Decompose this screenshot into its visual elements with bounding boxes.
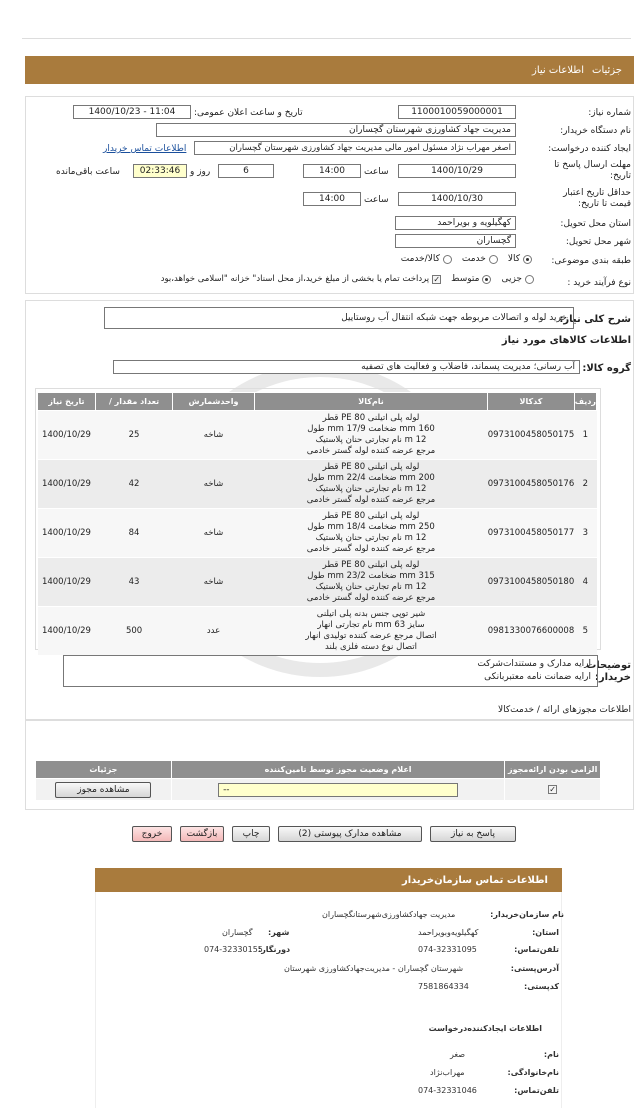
category-goods[interactable] xyxy=(508,254,532,264)
row-index-cell: 1 xyxy=(574,411,596,460)
reply-button[interactable]: پاسخ به نیاز xyxy=(430,826,516,842)
contact-org-label: نام سازمان‌خریدار: xyxy=(490,910,564,919)
row-name-line: لوله پلی اتیلنی PE 80 قطر xyxy=(322,560,420,570)
creator-family-value: مهراب‌نژاد xyxy=(430,1068,465,1077)
summary-field: خرید لوله و اتصالات مربوطه جهت شبکه انتقال آب روستاییل xyxy=(104,307,574,329)
row-name-cell xyxy=(254,558,487,607)
province-field: کهگیلویه و بویراحمد xyxy=(395,216,516,230)
creator-phone-label: تلفن‌تماس: xyxy=(514,1086,559,1095)
category-service[interactable] xyxy=(462,254,498,264)
row-code-cell: 0973100458050177 xyxy=(488,509,575,558)
header-title[interactable]: جزئیات xyxy=(592,64,622,76)
contact-postal-value: 7581864334 xyxy=(418,982,469,991)
row-name-line: لوله پلی اتیلنی PE 80 قطر xyxy=(322,511,420,521)
row-index-cell: 3 xyxy=(574,509,596,558)
contact-address-value: شهرستان گچساران - مدیریت‌جهادکشاورزی شهرستان xyxy=(284,964,464,973)
attachments-button[interactable]: مشاهده مدارک پیوستی (2) xyxy=(278,826,422,842)
announce-label: تاریخ و ساعت اعلان عمومی: xyxy=(194,108,303,118)
remaining-time-field: 02:33:46 xyxy=(133,164,187,178)
col-name: نام‌کالا xyxy=(254,393,487,411)
row-name-line: سایز 63 mm نام تجارتی انهار xyxy=(317,620,425,630)
col-row: ردیف xyxy=(574,393,596,411)
treasury-payment[interactable] xyxy=(161,274,441,284)
row-index-cell: 2 xyxy=(574,460,596,509)
process-minor-label: جزیی xyxy=(501,274,522,284)
contact-header: اطلاعات تماس سازمان‌خریدار xyxy=(95,868,562,892)
radio-selected-icon[interactable] xyxy=(523,255,532,264)
row-name-line: 12 m نام تجارتی حنان پلاستیک xyxy=(315,484,427,494)
table-row xyxy=(38,411,597,460)
checkbox-checked-icon[interactable]: ✓ xyxy=(433,274,441,284)
category-goods-service-label: کالا/خدمت xyxy=(400,254,440,264)
validity-label: حداقل تاریخ اعتبار قیمت تا تاریخ: xyxy=(563,188,631,209)
goods-table-wrap xyxy=(35,388,601,650)
row-name-cell xyxy=(254,509,487,558)
row-code-cell: 0981330076600008 xyxy=(488,607,575,656)
contact-province-label: استان: xyxy=(532,928,559,937)
table-row xyxy=(38,558,597,607)
buyer-notes-box xyxy=(63,655,598,687)
col-qty: تعداد مقدار / xyxy=(95,393,172,411)
row-name-line: اتصال نوع دسته فلزی بلند xyxy=(325,642,417,652)
contact-fax-label: دورنگار: xyxy=(258,945,291,954)
days-label: روز و xyxy=(190,167,211,177)
need-number-label: شماره نیاز: xyxy=(588,108,631,118)
permit-col-required: الزامی بودن ارائه‌مجوز xyxy=(505,761,601,779)
creator-name-label: نام: xyxy=(543,1050,559,1059)
creator-name-value: صغر xyxy=(450,1050,466,1059)
col-code: کدکالا xyxy=(488,393,575,411)
row-code-cell: 0973100458050176 xyxy=(488,460,575,509)
page-header xyxy=(25,56,634,84)
contact-postal-label: کدپستی: xyxy=(524,982,559,991)
table-row xyxy=(38,607,597,656)
row-code-cell: 0973100458050175 xyxy=(488,411,575,460)
buyer-notes-label: توضیحات خریدار: xyxy=(586,660,631,683)
permit-details-cell xyxy=(36,779,172,801)
row-name-cell xyxy=(254,460,487,509)
reply-deadline-label: مهلت ارسال پاسخ تا تاریخ: xyxy=(554,160,631,181)
validity-time-field: 14:00 xyxy=(303,192,361,206)
contact-address-label: آدرس‌پستی: xyxy=(510,964,559,973)
row-code-cell: 0973100458050180 xyxy=(488,558,575,607)
radio-selected-icon[interactable] xyxy=(482,275,491,284)
row-name-line: 12 m نام تجارتی حنان پلاستیک xyxy=(315,582,427,592)
row-name-cell xyxy=(254,607,487,656)
row-qty-cell: 25 xyxy=(95,411,172,460)
row-date-cell: 1400/10/29 xyxy=(38,411,96,460)
announce-field: 1400/10/23 - 11:04 xyxy=(73,105,191,119)
buyer-contact-link[interactable]: اطلاعات تماس خریدار xyxy=(103,144,187,154)
top-divider xyxy=(22,38,631,39)
process-label: نوع فرآیند خرید : xyxy=(567,278,631,288)
row-qty-cell: 84 xyxy=(95,509,172,558)
validity-time-label: ساعت xyxy=(364,195,389,205)
category-goods-label: کالا xyxy=(507,254,520,264)
permit-status-field[interactable]: -- xyxy=(218,783,458,797)
buyer-note-line: ارایه مدارک و مستندات‌شرکت xyxy=(477,659,591,669)
category-radio-group xyxy=(340,254,532,264)
contact-city-label: شهر: xyxy=(268,928,290,937)
row-qty-cell: 42 xyxy=(95,460,172,509)
checkbox-checked-icon: ✓ xyxy=(549,784,556,794)
reply-time-label: ساعت xyxy=(364,167,389,177)
row-name-line: مرجع عرضه کننده لوله گستر خادمی xyxy=(306,495,436,505)
contact-phone-value: 074-32331095 xyxy=(418,945,477,954)
row-name-line: 200 mm ضخامت 22/4 mm طول xyxy=(307,473,435,483)
radio-icon[interactable] xyxy=(525,275,534,284)
goods-table xyxy=(37,392,597,656)
back-button[interactable]: بازگشت xyxy=(180,826,224,842)
row-name-line: مرجع عرضه کننده لوله گستر خادمی xyxy=(306,593,436,603)
row-unit-cell: شاخه xyxy=(173,460,255,509)
process-medium-label: متوسط xyxy=(451,274,480,284)
category-label: طبقه بندی موضوعی: xyxy=(551,256,631,266)
action-bar xyxy=(132,826,516,842)
creator-phone-value: 074-32331046 xyxy=(418,1086,477,1095)
row-index-cell: 4 xyxy=(574,558,596,607)
category-service-label: خدمت xyxy=(461,254,486,264)
buyer-org-field: مدیریت جهاد کشاورزی شهرستان گچساران xyxy=(156,123,516,137)
creator-field: اصغر مهراب نژاد مسئول امور مالی مدیریت جهاد کشاورزی شهرستان گچساران xyxy=(194,141,516,155)
print-button[interactable]: چاپ xyxy=(232,826,270,842)
row-name-cell xyxy=(254,411,487,460)
need-number-field: 1100010059000001 xyxy=(398,105,516,119)
row-name-line: 250 mm ضخامت 18/4 mm طول xyxy=(307,522,435,532)
creator-info-title: اطلاعات ایجادکننده‌درخواست xyxy=(428,1024,542,1033)
row-date-cell: 1400/10/29 xyxy=(38,460,96,509)
radio-icon[interactable] xyxy=(489,255,498,264)
contact-province-value: کهگیلویه‌وبویراحمد xyxy=(418,928,479,937)
row-date-cell: 1400/10/29 xyxy=(38,607,96,656)
city-label: شهر محل تحویل: xyxy=(565,237,631,247)
permit-col-details: جزئیات xyxy=(36,761,172,779)
row-name-line: 12 m نام تجارتی حنان پلاستیک xyxy=(315,435,427,445)
row-name-line: لوله پلی اتیلنی PE 80 قطر xyxy=(322,413,420,423)
contact-phone-label: تلفن‌تماس: xyxy=(514,945,559,954)
reply-time-field: 14:00 xyxy=(303,164,361,178)
goods-title: اطلاعات کالاهای مورد نیاز xyxy=(501,335,631,346)
category-goods-service[interactable] xyxy=(401,254,452,264)
remaining-label: ساعت باقی‌مانده xyxy=(56,167,120,177)
row-name-line: مرجع عرضه کننده لوله گستر خادمی xyxy=(306,544,436,554)
row-unit-cell: عدد xyxy=(173,607,255,656)
row-name-line: اتصال مرجع عرضه کننده تولیدی انهار xyxy=(305,631,437,641)
permits-title: اطلاعات مجوزهای ارائه / خدمت‌کالا xyxy=(497,705,631,715)
table-row xyxy=(38,509,597,558)
goods-group-label: گروه کالا: xyxy=(582,363,631,374)
row-name-line: لوله پلی اتیلنی PE 80 قطر xyxy=(322,462,420,472)
process-radio-group xyxy=(40,274,534,284)
row-index-cell: 5 xyxy=(574,607,596,656)
reply-date-field: 1400/10/29 xyxy=(398,164,516,178)
payment-note: پرداخت تمام یا بخشی از مبلغ خرید،از محل اسناد" خزانه "اسلامی خواهد،بود xyxy=(160,274,430,284)
contact-panel xyxy=(95,892,562,1108)
validity-date-field: 1400/10/30 xyxy=(398,192,516,206)
contact-city-value: گچساران xyxy=(222,928,253,937)
goods-group-field: آب رسانی؛ مدیریت پسماند، فاضلاب و فعالیت های تصفیه xyxy=(113,360,580,374)
city-field: گچساران xyxy=(395,234,516,248)
row-date-cell: 1400/10/29 xyxy=(38,509,96,558)
row-unit-cell: شاخه xyxy=(173,558,255,607)
header-subtitle[interactable]: اطلاعات نیاز xyxy=(532,64,585,76)
view-permit-button[interactable]: مشاهده مجوز xyxy=(55,782,151,798)
buyer-org-label: نام دستگاه خریدار: xyxy=(560,126,631,136)
buyer-note-line: ارایه ضمانت نامه معتبربانکی xyxy=(484,672,591,682)
contact-org-value: مدیریت جهادکشاورزی‌شهرستانگچساران xyxy=(322,910,456,919)
row-name-line: 160 mm ضخامت 17/9 mm طول xyxy=(307,424,435,434)
province-label: استان محل تحویل: xyxy=(560,219,631,229)
row-qty-cell: 500 xyxy=(95,607,172,656)
process-minor[interactable] xyxy=(501,274,534,284)
table-row xyxy=(38,460,597,509)
permits-table xyxy=(35,760,601,801)
col-date: تاریخ نیاز xyxy=(38,393,96,411)
col-unit: واحدشمارش xyxy=(173,393,255,411)
row-name-line: 315 mm ضخامت 23/2 mm طول xyxy=(307,571,435,581)
creator-label: ایجاد کننده درخواست: xyxy=(548,144,631,154)
permit-status-cell xyxy=(171,779,505,801)
creator-family-label: نام‌خانوادگی: xyxy=(507,1068,559,1077)
summary-label: شرح کلی نیاز: xyxy=(559,314,631,325)
row-name-line: 12 m نام تجارتی حنان پلاستیک xyxy=(315,533,427,543)
row-name-line: مرجع عرضه کننده لوله گستر خادمی xyxy=(306,446,436,456)
exit-button[interactable]: خروج xyxy=(132,826,172,842)
process-medium[interactable] xyxy=(451,274,491,284)
row-qty-cell: 43 xyxy=(95,558,172,607)
contact-fax-value: 074-32330155 xyxy=(204,945,263,954)
permit-required-cell xyxy=(505,779,601,801)
radio-icon[interactable] xyxy=(443,255,452,264)
row-unit-cell: شاخه xyxy=(173,509,255,558)
days-field: 6 xyxy=(218,164,274,178)
permit-col-status: اعلام وضعیت مجوز توسط تامین‌کننده xyxy=(171,761,505,779)
row-unit-cell: شاخه xyxy=(173,411,255,460)
row-date-cell: 1400/10/29 xyxy=(38,558,96,607)
row-name-line: شیر توپی جنس بدنه پلی اتیلنی xyxy=(316,609,426,619)
